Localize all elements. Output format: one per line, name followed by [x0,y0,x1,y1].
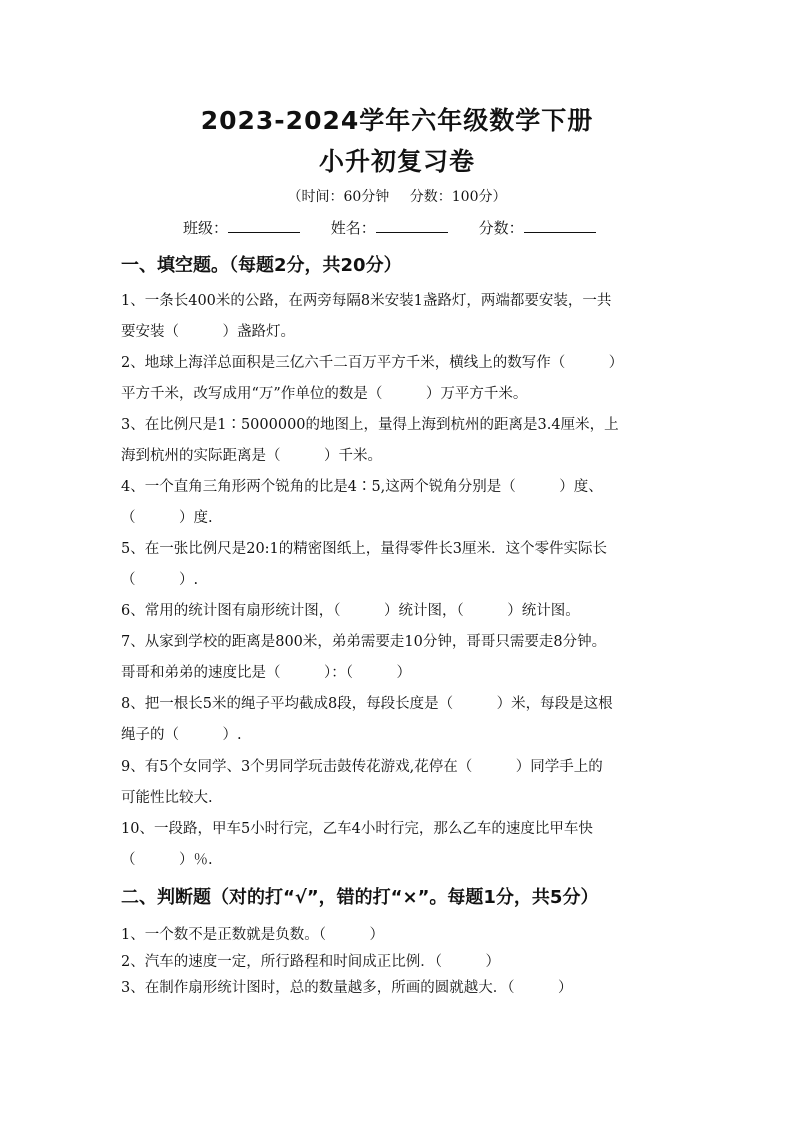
time-limit: （时间：60分钟 [287,189,390,205]
judge-item: 2、汽车的速度一定，所行路程和时间成正比例．（ ） [121,954,500,970]
section-fill-blank-heading: 一、填空题。（每题2分，共20分） [121,255,402,276]
class-label: 班级： [183,219,229,237]
question-item: 9、有5个女同学、3个男同学玩击鼓传花游戏,花停在（ ）同学手上的 可能性比较大. [121,759,603,806]
name-field[interactable] [376,218,448,233]
score-field[interactable] [524,218,596,233]
section-true-false-heading: 二、判断题（对的打“√”，错的打“×”。每题1分，共5分） [121,887,599,908]
question-item: 6、常用的统计图有扇形统计图，（ ）统计图，（ ）统计图。 [121,603,580,619]
question-item: 1、一条长400米的公路，在两旁每隔8米安装1盏路灯，两端都要安装，一共 要安装（ ）盏路灯。 [121,293,612,340]
question-item: 4、一个直角三角形两个锐角的比是4∶5,这两个锐角分别是（ ）度、 （ ）度. [121,479,603,526]
name-label: 姓名： [330,219,376,237]
score-label: 分数： [478,219,524,237]
class-field[interactable] [228,218,300,233]
question-item: 2、地球上海洋总面积是三亿六千二百万平方千米，横线上的数写作（ ） 平方千米，改写成用“万”作单位的数是（ ）万平方千米。 [121,355,624,402]
exam-subtitle: 小升初复习卷 [318,147,475,176]
question-item: 10、一段路，甲车5小时行完，乙车4小时行完，那么乙车的速度比甲车快 （ ）％. [121,821,593,868]
judge-item: 3、在制作扇形统计图时，总的数量越多，所画的圆就越大．（ ） [121,980,573,996]
exam-title: 2023-2024学年六年级数学下册 [200,106,594,135]
judge-item: 1、一个数不是正数就是负数。（ ） [121,927,384,943]
question-item: 5、在一张比例尺是20:1的精密图纸上，量得零件长3厘米．这个零件实际长 （ ）. [121,541,608,588]
question-item: 3、在比例尺是1∶5000000的地图上，量得上海到杭州的距离是3.4厘米，上 海到杭州的实际距离是（ ）千米。 [121,417,619,464]
exam-meta [0,186,794,206]
student-info [183,217,622,238]
question-item: 7、从家到学校的距离是800米，弟弟需要走10分钟，哥哥只需要走8分钟。 哥哥和弟弟的速度比是（ ）：（ ） [121,634,607,681]
question-item: 8、把一根长5米的绳子平均截成8段，每段长度是（ ）米，每段是这根 绳子的（ ）. [121,696,613,743]
total-score: 分数：100分） [409,189,507,205]
